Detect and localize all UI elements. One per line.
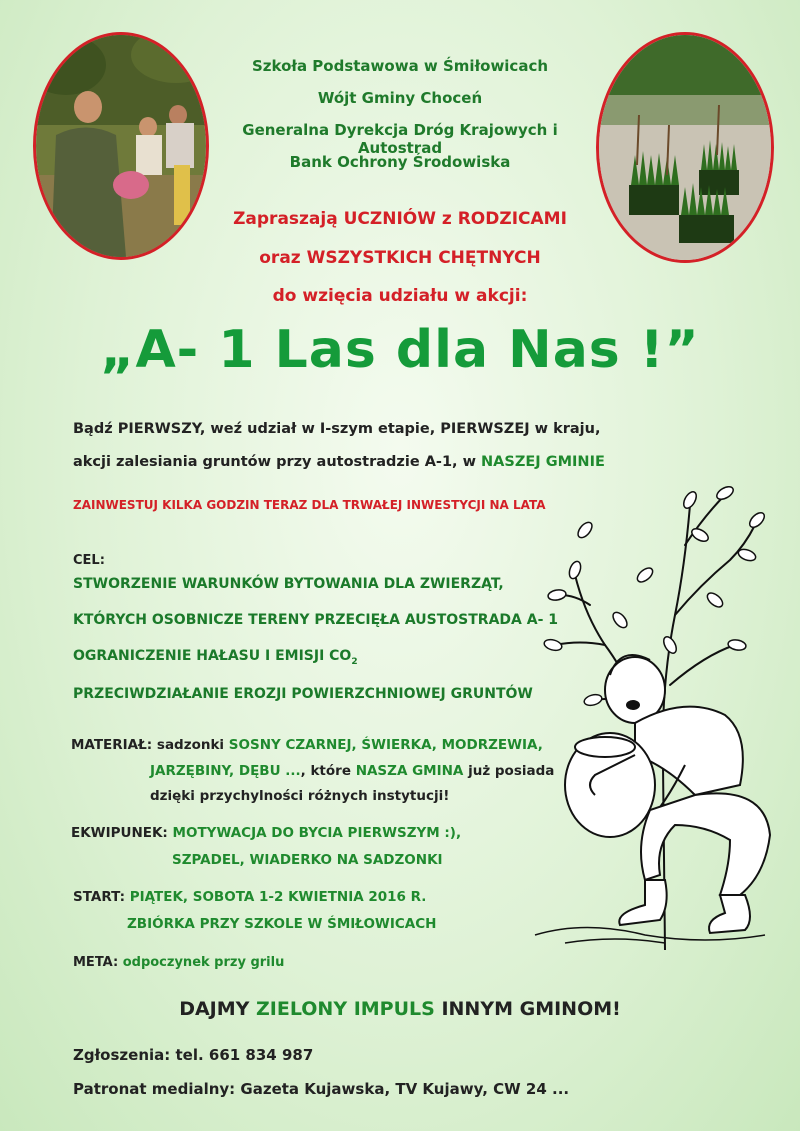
equipment-line-1 bbox=[71, 825, 461, 841]
goal-label: CEL: bbox=[73, 553, 105, 568]
our-commune-text: NASZEJ GMINIE bbox=[481, 454, 605, 470]
goal-item-3-text: OGRANICZENIE HAŁASU I EMISJI CO bbox=[73, 648, 352, 664]
material-species-1: SOSNY CZARNEJ, ŚWIERKA, MODRZEWIA, bbox=[228, 737, 543, 753]
start-label: START: bbox=[73, 889, 125, 905]
seedlings-illustration bbox=[599, 35, 771, 260]
material-has-text: już posiada bbox=[463, 763, 555, 779]
planting-people-illustration bbox=[36, 35, 206, 257]
planting-people-photo bbox=[33, 32, 209, 260]
equipment-line-2: SZPADEL, WIADERKO NA SADZONKI bbox=[172, 852, 443, 868]
man-planting-tree-illustration bbox=[525, 465, 775, 950]
media-patronage: Patronat medialny: Gazeta Kujawska, TV Kujawy, CW 24 ... bbox=[73, 1080, 570, 1098]
finish-label: META: bbox=[73, 955, 119, 970]
slogan-part-1: DAJMY bbox=[179, 998, 257, 1020]
organizer-bank: Bank Ochrony Środowiska bbox=[289, 153, 511, 171]
material-label: MATERIAŁ: bbox=[71, 737, 153, 753]
material-species-2: JARZĘBINY, DĘBU ... bbox=[150, 763, 301, 779]
material-line-2 bbox=[150, 763, 554, 779]
invite-line-3: do wzięcia udziału w akcji: bbox=[272, 286, 528, 306]
material-which-text: , które bbox=[300, 763, 356, 779]
equipment-label: EKWIPUNEK: bbox=[71, 825, 168, 841]
invite-line-1: Zapraszają UCZNIÓW z RODZICAMI bbox=[233, 209, 567, 229]
registration-contact: Zgłoszenia: tel. 661 834 987 bbox=[73, 1046, 314, 1064]
start-line-2: ZBIÓRKA PRZY SZKOLE W ŚMIŁOWICACH bbox=[127, 916, 437, 932]
organizer-gddkia: Generalna Dyrekcja Dróg Krajowych i Autostrad bbox=[242, 121, 558, 157]
slogan-green-impulse: ZIELONY IMPULS bbox=[256, 998, 435, 1020]
slogan-part-3: INNYM GMINOM! bbox=[434, 998, 621, 1020]
start-dates: PIĄTEK, SOBOTA 1-2 KWIETNIA 2016 R. bbox=[125, 889, 427, 905]
organizer-school: Szkoła Podstawowa w Śmiłowicach bbox=[251, 57, 549, 75]
material-line-3: dzięki przychylności różnych instytucji! bbox=[150, 788, 450, 804]
intro-line-1: Bądź PIERWSZY, weź udział w I-szym etapie, PIERWSZEJ w kraju, bbox=[73, 421, 601, 437]
finish-line bbox=[73, 955, 284, 970]
invest-tagline: ZAINWESTUJ KILKA GODZIN TERAZ DLA TRWAŁEJ INWESTYCJI NA LATA bbox=[73, 498, 546, 512]
goal-item-3 bbox=[73, 648, 358, 667]
co2-subscript: 2 bbox=[351, 656, 358, 667]
invite-line-2: oraz WSZYSTKICH CHĘTNYCH bbox=[259, 248, 541, 268]
intro-line-2-text: akcji zalesiania gruntów przy autostradzie A-1, w bbox=[73, 454, 482, 470]
material-our-commune: NASZA GMINA bbox=[355, 763, 464, 779]
campaign-title: „A- 1 Las dla Nas !” bbox=[100, 320, 700, 380]
material-seedlings-text: sadzonki bbox=[152, 737, 229, 753]
slogan bbox=[0, 998, 800, 1020]
goal-item-4: PRZECIWDZIAŁANIE EROZJI POWIERZCHNIOWEJ GRUNTÓW bbox=[73, 686, 533, 702]
organizer-mayor: Wójt Gminy Choceń bbox=[317, 89, 483, 107]
equipment-motivation: MOTYWACJA DO BYCIA PIERWSZYM :), bbox=[167, 825, 462, 841]
goal-item-1: STWORZENIE WARUNKÓW BYTOWANIA DLA ZWIERZĄT, bbox=[73, 576, 504, 592]
material-line-1 bbox=[71, 737, 543, 753]
finish-text: odpoczynek przy grilu bbox=[118, 955, 285, 970]
start-line-1 bbox=[73, 889, 426, 905]
goal-item-2: KTÓRYCH OSOBNICZE TERENY PRZECIĘŁA AUSTOSTRADA A- 1 bbox=[73, 612, 558, 628]
seedlings-photo bbox=[596, 32, 774, 263]
